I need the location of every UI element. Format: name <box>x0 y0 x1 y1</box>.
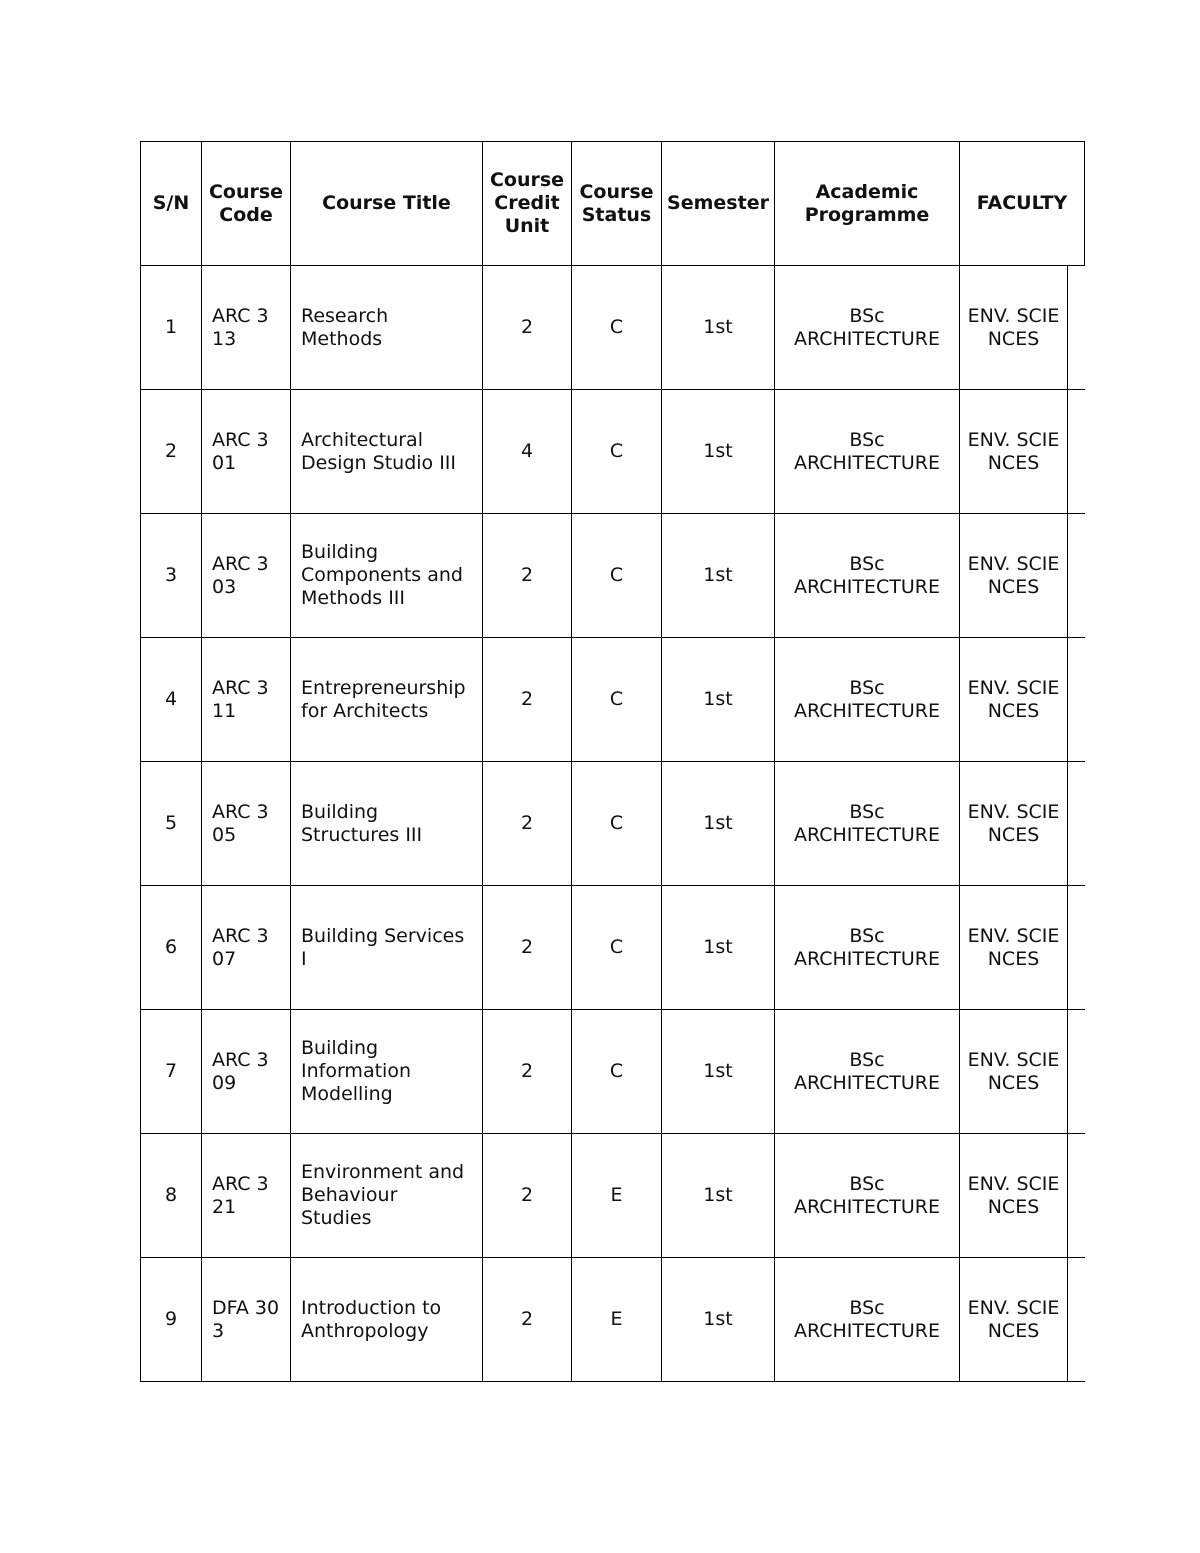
cell-programme <box>774 1134 959 1257</box>
header-programme: Academic Programme <box>774 142 959 265</box>
cell-course-title-text: Architectural Design Studio III <box>301 428 457 474</box>
cell-semester-text: 1st <box>703 1308 733 1330</box>
cell-course-code-text: ARC 307 <box>212 924 269 970</box>
header-faculty: FACULTY <box>959 142 1085 265</box>
cell-course-title-text: Research Methods <box>301 304 389 350</box>
cell-faculty <box>959 266 1068 389</box>
cell-credit-unit <box>482 390 571 513</box>
table-row <box>140 514 1085 638</box>
cell-sn-text: 7 <box>164 1060 178 1082</box>
cell-credit-unit <box>482 638 571 761</box>
cell-programme <box>774 514 959 637</box>
header-course-status: Course Status <box>571 142 661 265</box>
cell-course-code <box>201 762 290 885</box>
cell-course-title <box>290 390 482 513</box>
cell-faculty <box>959 1258 1068 1381</box>
cell-sn-text: 5 <box>164 812 178 834</box>
cell-course-status <box>571 638 661 761</box>
cell-semester-text: 1st <box>703 812 733 834</box>
header-semester: Semester <box>661 142 774 265</box>
cell-programme-text: BSc ARCHITECTURE <box>793 1172 940 1218</box>
cell-course-title <box>290 638 482 761</box>
cell-programme <box>774 1258 959 1381</box>
cell-programme <box>774 762 959 885</box>
cell-course-status <box>571 390 661 513</box>
table-row <box>140 638 1085 762</box>
cell-programme-text: BSc ARCHITECTURE <box>793 552 940 598</box>
cell-sn <box>140 390 201 513</box>
cell-credit-unit-text: 2 <box>520 1060 534 1082</box>
cell-sn <box>140 1258 201 1381</box>
cell-sn <box>140 762 201 885</box>
cell-sn <box>140 1134 201 1257</box>
header-course-title: Course Title <box>290 142 482 265</box>
cell-course-code <box>201 1258 290 1381</box>
cell-semester <box>661 638 774 761</box>
cell-course-status <box>571 886 661 1009</box>
table-row <box>140 886 1085 1010</box>
cell-faculty-text: ENV. SCIENCES <box>967 924 1060 970</box>
cell-course-title-text: Building Structures III <box>301 800 423 846</box>
cell-faculty-text: ENV. SCIENCES <box>967 552 1060 598</box>
cell-faculty-text: ENV. SCIENCES <box>967 428 1060 474</box>
cell-course-title <box>290 1010 482 1133</box>
cell-programme-text: BSc ARCHITECTURE <box>793 800 940 846</box>
cell-faculty <box>959 1134 1068 1257</box>
cell-credit-unit-text: 2 <box>520 688 534 710</box>
cell-credit-unit-text: 4 <box>520 440 534 462</box>
cell-course-status <box>571 266 661 389</box>
cell-credit-unit-text: 2 <box>520 936 534 958</box>
header-credit-unit: Course Credit Unit <box>482 142 571 265</box>
cell-sn <box>140 514 201 637</box>
cell-course-status-text: E <box>610 1308 623 1330</box>
cell-credit-unit-text: 2 <box>520 1184 534 1206</box>
cell-course-code-text: ARC 311 <box>212 676 269 722</box>
cell-programme-text: BSc ARCHITECTURE <box>793 304 940 350</box>
cell-semester <box>661 1134 774 1257</box>
cell-sn-text: 8 <box>164 1184 178 1206</box>
cell-programme-text: BSc ARCHITECTURE <box>793 428 940 474</box>
cell-course-title-text: Introduction to Anthropology <box>301 1296 442 1342</box>
cell-semester-text: 1st <box>703 316 733 338</box>
cell-semester-text: 1st <box>703 440 733 462</box>
cell-course-status-text: C <box>609 936 624 958</box>
cell-course-status-text: C <box>609 812 624 834</box>
cell-credit-unit <box>482 1258 571 1381</box>
cell-sn-text: 4 <box>164 688 178 710</box>
cell-programme <box>774 266 959 389</box>
cell-semester-text: 1st <box>703 936 733 958</box>
cell-course-title <box>290 514 482 637</box>
cell-course-title-text: Building Components and Methods III <box>301 541 463 609</box>
cell-semester <box>661 762 774 885</box>
cell-course-status-text: C <box>609 688 624 710</box>
cell-course-title <box>290 266 482 389</box>
table-row <box>140 1010 1085 1134</box>
cell-course-code-text: ARC 303 <box>212 552 269 598</box>
cell-semester-text: 1st <box>703 564 733 586</box>
cell-course-title <box>290 886 482 1009</box>
cell-course-code-text: ARC 321 <box>212 1172 269 1218</box>
cell-course-status <box>571 1010 661 1133</box>
table-row <box>140 266 1085 390</box>
cell-semester <box>661 886 774 1009</box>
cell-course-code-text: ARC 301 <box>212 428 269 474</box>
cell-course-code <box>201 390 290 513</box>
cell-course-status <box>571 1134 661 1257</box>
cell-semester <box>661 390 774 513</box>
cell-credit-unit-text: 2 <box>520 316 534 338</box>
cell-course-status-text: E <box>610 1184 623 1206</box>
cell-programme <box>774 390 959 513</box>
cell-credit-unit-text: 2 <box>520 564 534 586</box>
cell-faculty-text: ENV. SCIENCES <box>967 800 1060 846</box>
cell-semester <box>661 1010 774 1133</box>
cell-course-code <box>201 514 290 637</box>
table-row <box>140 762 1085 886</box>
cell-course-code <box>201 1010 290 1133</box>
cell-course-status-text: C <box>609 440 624 462</box>
cell-course-code <box>201 266 290 389</box>
cell-sn-text: 1 <box>164 316 178 338</box>
cell-course-title <box>290 1134 482 1257</box>
cell-course-status <box>571 762 661 885</box>
table-row <box>140 1134 1085 1258</box>
cell-faculty-text: ENV. SCIENCES <box>967 1296 1060 1342</box>
cell-credit-unit <box>482 762 571 885</box>
cell-sn <box>140 886 201 1009</box>
cell-course-title-text: Building Information Modelling <box>301 1037 411 1105</box>
cell-sn-text: 9 <box>164 1308 178 1330</box>
cell-course-title <box>290 1258 482 1381</box>
cell-faculty <box>959 514 1068 637</box>
cell-course-code <box>201 1134 290 1257</box>
cell-programme-text: BSc ARCHITECTURE <box>793 1048 940 1094</box>
cell-programme <box>774 1010 959 1133</box>
cell-course-status-text: C <box>609 316 624 338</box>
cell-faculty-text: ENV. SCIENCES <box>967 304 1060 350</box>
cell-course-title-text: Entrepreneurship for Architects <box>301 676 466 722</box>
cell-course-status <box>571 514 661 637</box>
cell-credit-unit-text: 2 <box>520 812 534 834</box>
cell-course-title <box>290 762 482 885</box>
cell-programme-text: BSc ARCHITECTURE <box>793 676 940 722</box>
course-table <box>140 141 1085 1382</box>
header-sn: S/N <box>140 142 201 265</box>
table-row <box>140 390 1085 514</box>
header-course-code: Course Code <box>201 142 290 265</box>
cell-credit-unit <box>482 1010 571 1133</box>
cell-programme-text: BSc ARCHITECTURE <box>793 924 940 970</box>
cell-credit-unit <box>482 1134 571 1257</box>
cell-sn-text: 2 <box>164 440 178 462</box>
cell-sn-text: 3 <box>164 564 178 586</box>
cell-credit-unit-text: 2 <box>520 1308 534 1330</box>
table-header-row <box>140 141 1085 266</box>
cell-sn <box>140 266 201 389</box>
cell-sn-text: 6 <box>164 936 178 958</box>
cell-semester-text: 1st <box>703 1060 733 1082</box>
cell-faculty <box>959 1010 1068 1133</box>
cell-faculty <box>959 762 1068 885</box>
cell-semester-text: 1st <box>703 1184 733 1206</box>
cell-course-status-text: C <box>609 564 624 586</box>
cell-credit-unit <box>482 886 571 1009</box>
cell-course-status <box>571 1258 661 1381</box>
cell-faculty-text: ENV. SCIENCES <box>967 1048 1060 1094</box>
cell-sn <box>140 638 201 761</box>
cell-course-title-text: Building Services I <box>301 924 465 970</box>
cell-course-code <box>201 886 290 1009</box>
cell-course-code-text: ARC 309 <box>212 1048 269 1094</box>
cell-faculty <box>959 390 1068 513</box>
cell-course-code-text: ARC 305 <box>212 800 269 846</box>
cell-semester <box>661 266 774 389</box>
cell-course-code-text: ARC 313 <box>212 304 269 350</box>
cell-programme <box>774 886 959 1009</box>
cell-course-status-text: C <box>609 1060 624 1082</box>
cell-programme <box>774 638 959 761</box>
cell-faculty <box>959 886 1068 1009</box>
cell-course-title-text: Environment and Behaviour Studies <box>301 1161 465 1229</box>
cell-credit-unit <box>482 266 571 389</box>
table-row <box>140 1258 1085 1382</box>
cell-faculty <box>959 638 1068 761</box>
cell-course-code-text: DFA 303 <box>212 1296 280 1342</box>
cell-sn <box>140 1010 201 1133</box>
cell-faculty-text: ENV. SCIENCES <box>967 1172 1060 1218</box>
cell-credit-unit <box>482 514 571 637</box>
cell-semester <box>661 514 774 637</box>
cell-faculty-text: ENV. SCIENCES <box>967 676 1060 722</box>
cell-programme-text: BSc ARCHITECTURE <box>793 1296 940 1342</box>
cell-semester-text: 1st <box>703 688 733 710</box>
cell-semester <box>661 1258 774 1381</box>
cell-course-code <box>201 638 290 761</box>
